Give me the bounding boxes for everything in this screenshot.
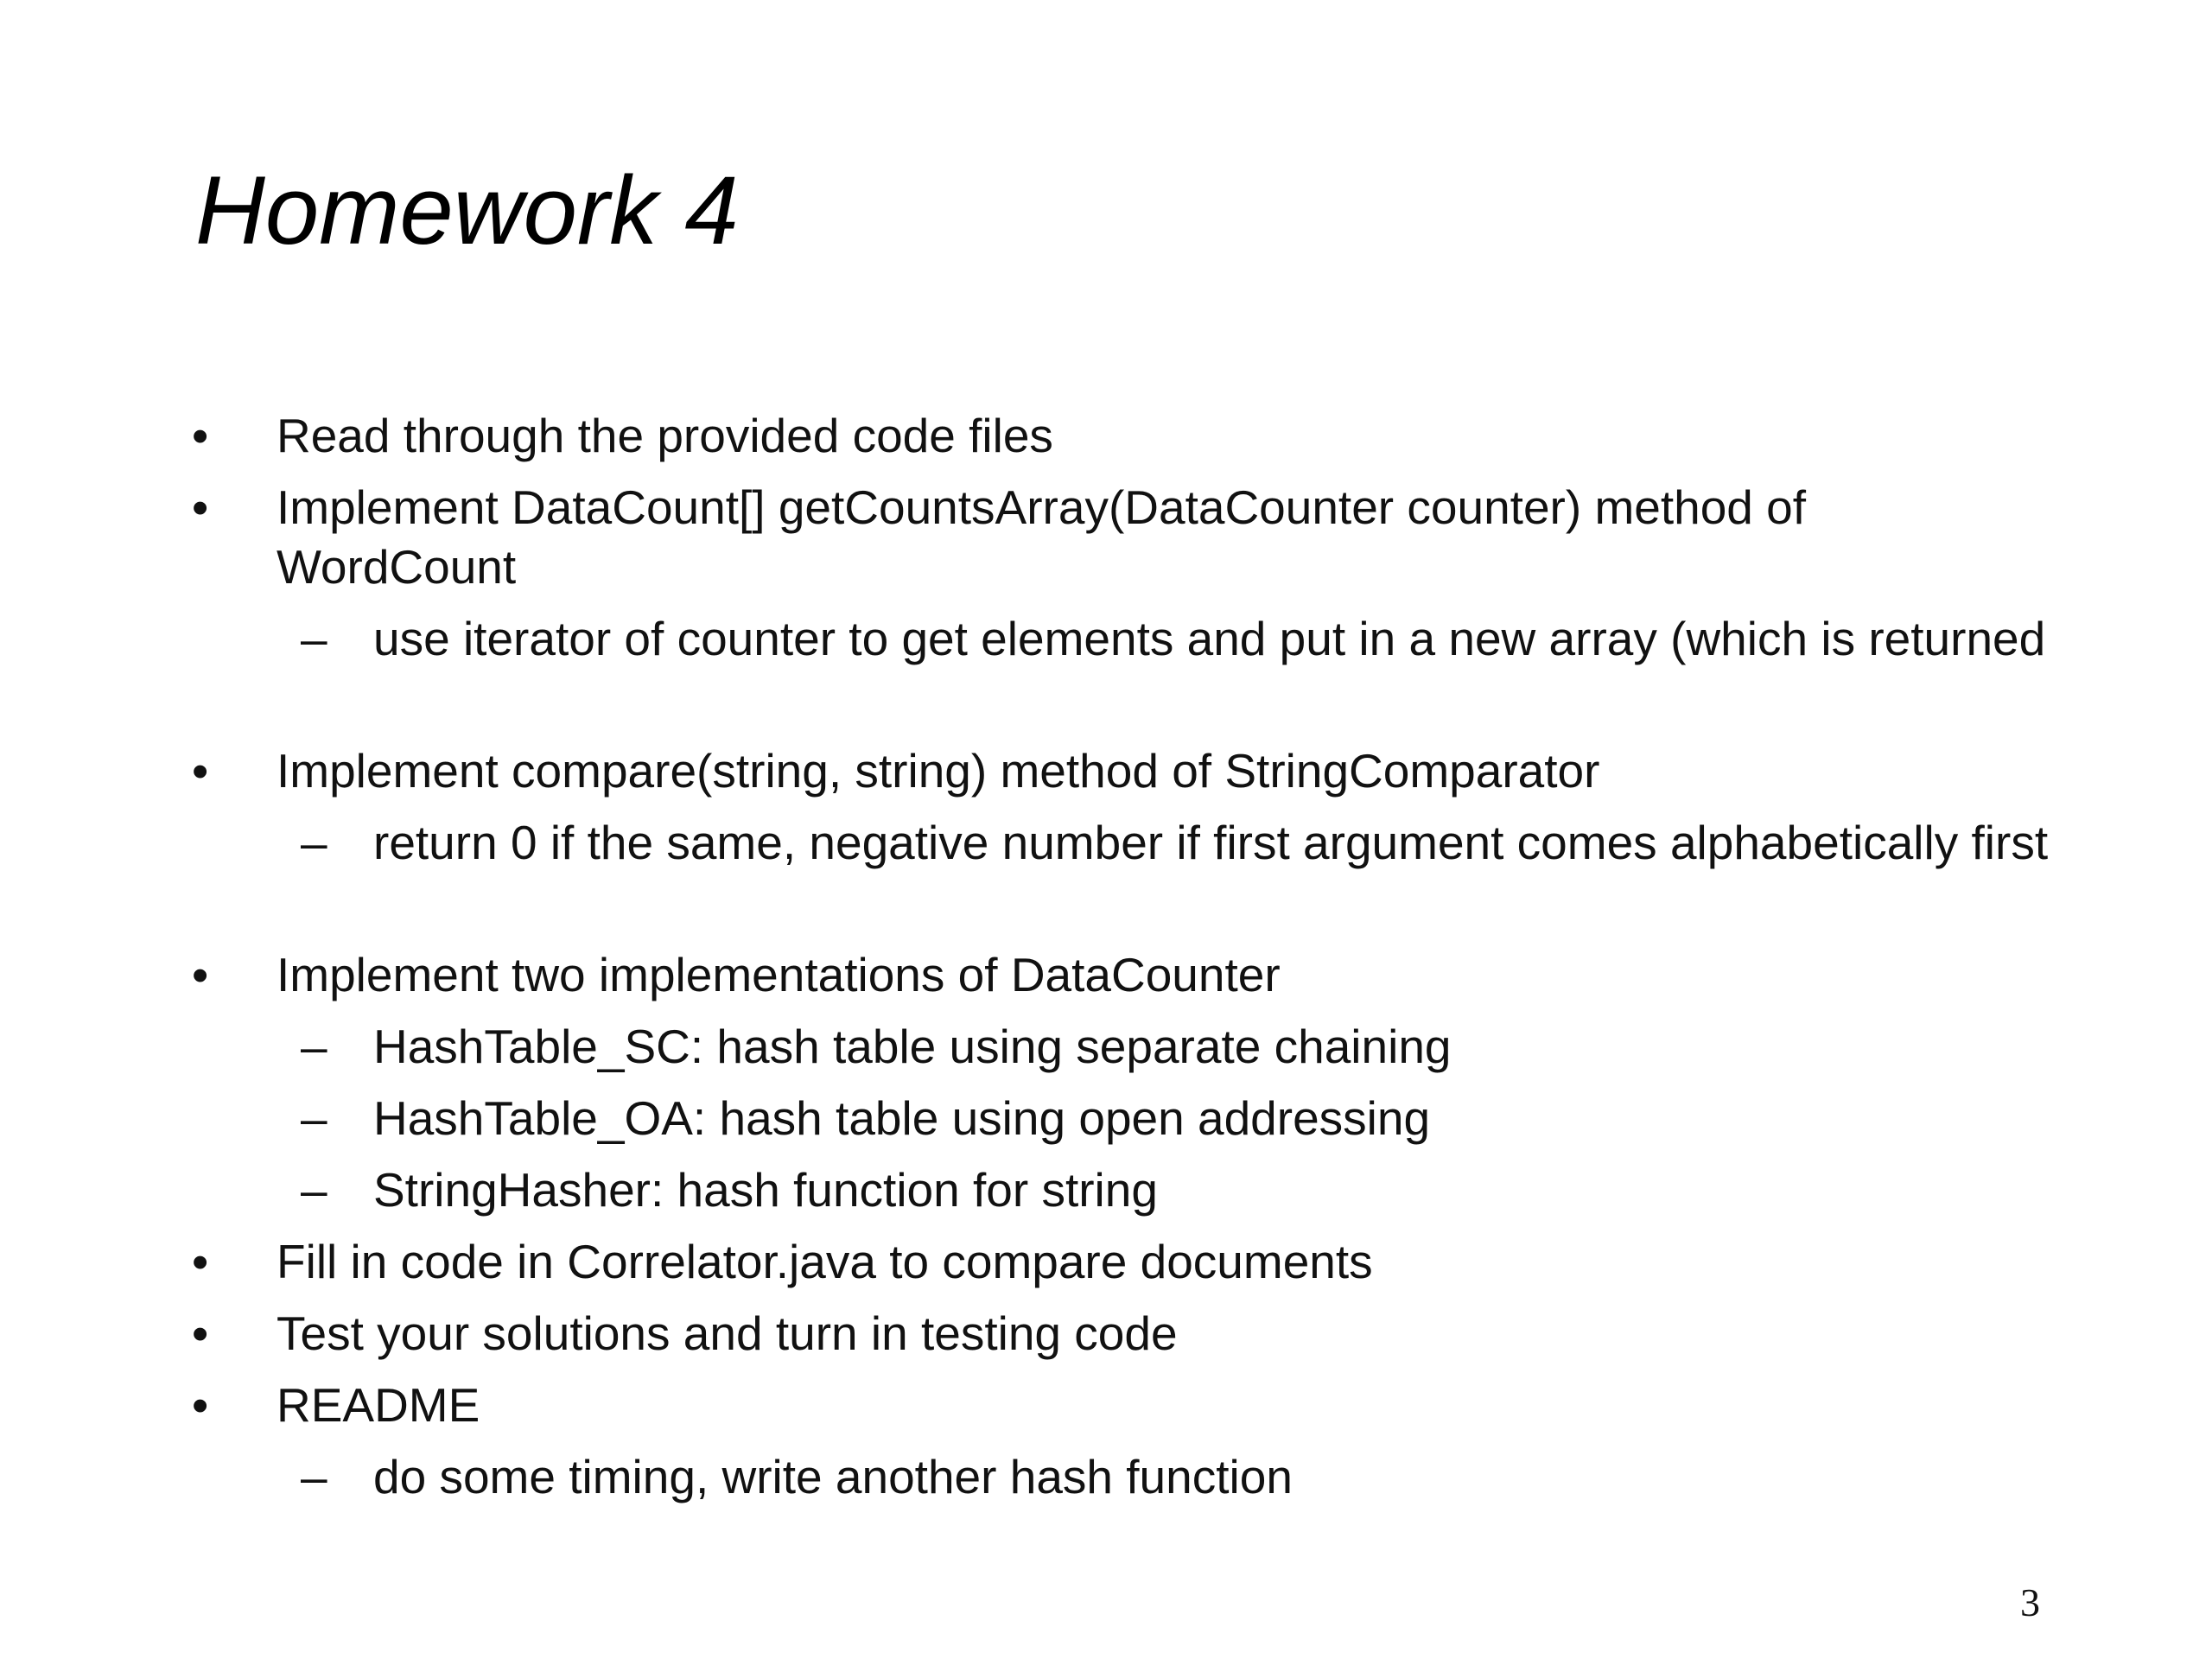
list-item-text: Implement compare(string, string) method of StringComparator: [276, 744, 1600, 798]
list-item: [192, 1376, 2022, 1435]
list-item-text: do some timing, write another hash function: [373, 1450, 1293, 1503]
list-item-text: use iterator of counter to get elements and put in a new array (which is returned: [373, 612, 2046, 665]
dash-marker: –: [301, 612, 327, 665]
list-item-text: Fill in code in Correlator.java to compare documents: [276, 1235, 1373, 1288]
dash-marker: –: [301, 816, 327, 869]
list-item-text: HashTable_SC: hash table using separate chaining: [373, 1020, 1452, 1073]
list-item-text: Test your solutions and turn in testing code: [276, 1306, 1178, 1360]
dash-marker: –: [301, 1091, 327, 1145]
list-item: [192, 478, 2022, 597]
bullet-marker: •: [192, 744, 209, 798]
list-item: [301, 1089, 2058, 1148]
dash-marker: –: [301, 1163, 327, 1217]
bullet-marker: •: [192, 948, 209, 1001]
list-item-text: StringHasher: hash function for string: [373, 1163, 1158, 1217]
bullet-marker: •: [192, 409, 209, 462]
bullet-marker: •: [192, 1306, 209, 1360]
list-item: [301, 1160, 2058, 1220]
list-item: [192, 1232, 2022, 1292]
list-item: [301, 609, 2058, 669]
list-item-text: Implement DataCount[] getCountsArray(DataCounter counter) method of WordCount: [276, 480, 1807, 594]
dash-marker: –: [301, 1450, 327, 1503]
bullet-marker: •: [192, 1235, 209, 1288]
list-item: [192, 741, 2022, 801]
slide-title: Homework 4: [195, 156, 739, 264]
list-item: [192, 945, 2022, 1005]
bullet-marker: •: [192, 1378, 209, 1432]
page-number: 3: [2020, 1580, 2040, 1624]
bullet-marker: •: [192, 480, 209, 534]
list-item: [192, 406, 2022, 466]
dash-marker: –: [301, 1020, 327, 1073]
list-item-text: README: [276, 1378, 480, 1432]
list-item-text: return 0 if the same, negative number if first argument comes alphabetically first: [373, 816, 2049, 869]
list-item-text: HashTable_OA: hash table using open addressing: [373, 1091, 1431, 1145]
list-item: [301, 813, 2058, 873]
list-item: [192, 1304, 2022, 1363]
list-item: [301, 1447, 2058, 1507]
list-item-text: Read through the provided code files: [276, 409, 1053, 462]
list-item: [301, 1017, 2058, 1077]
list-item-text: Implement two implementations of DataCounter: [276, 948, 1281, 1001]
